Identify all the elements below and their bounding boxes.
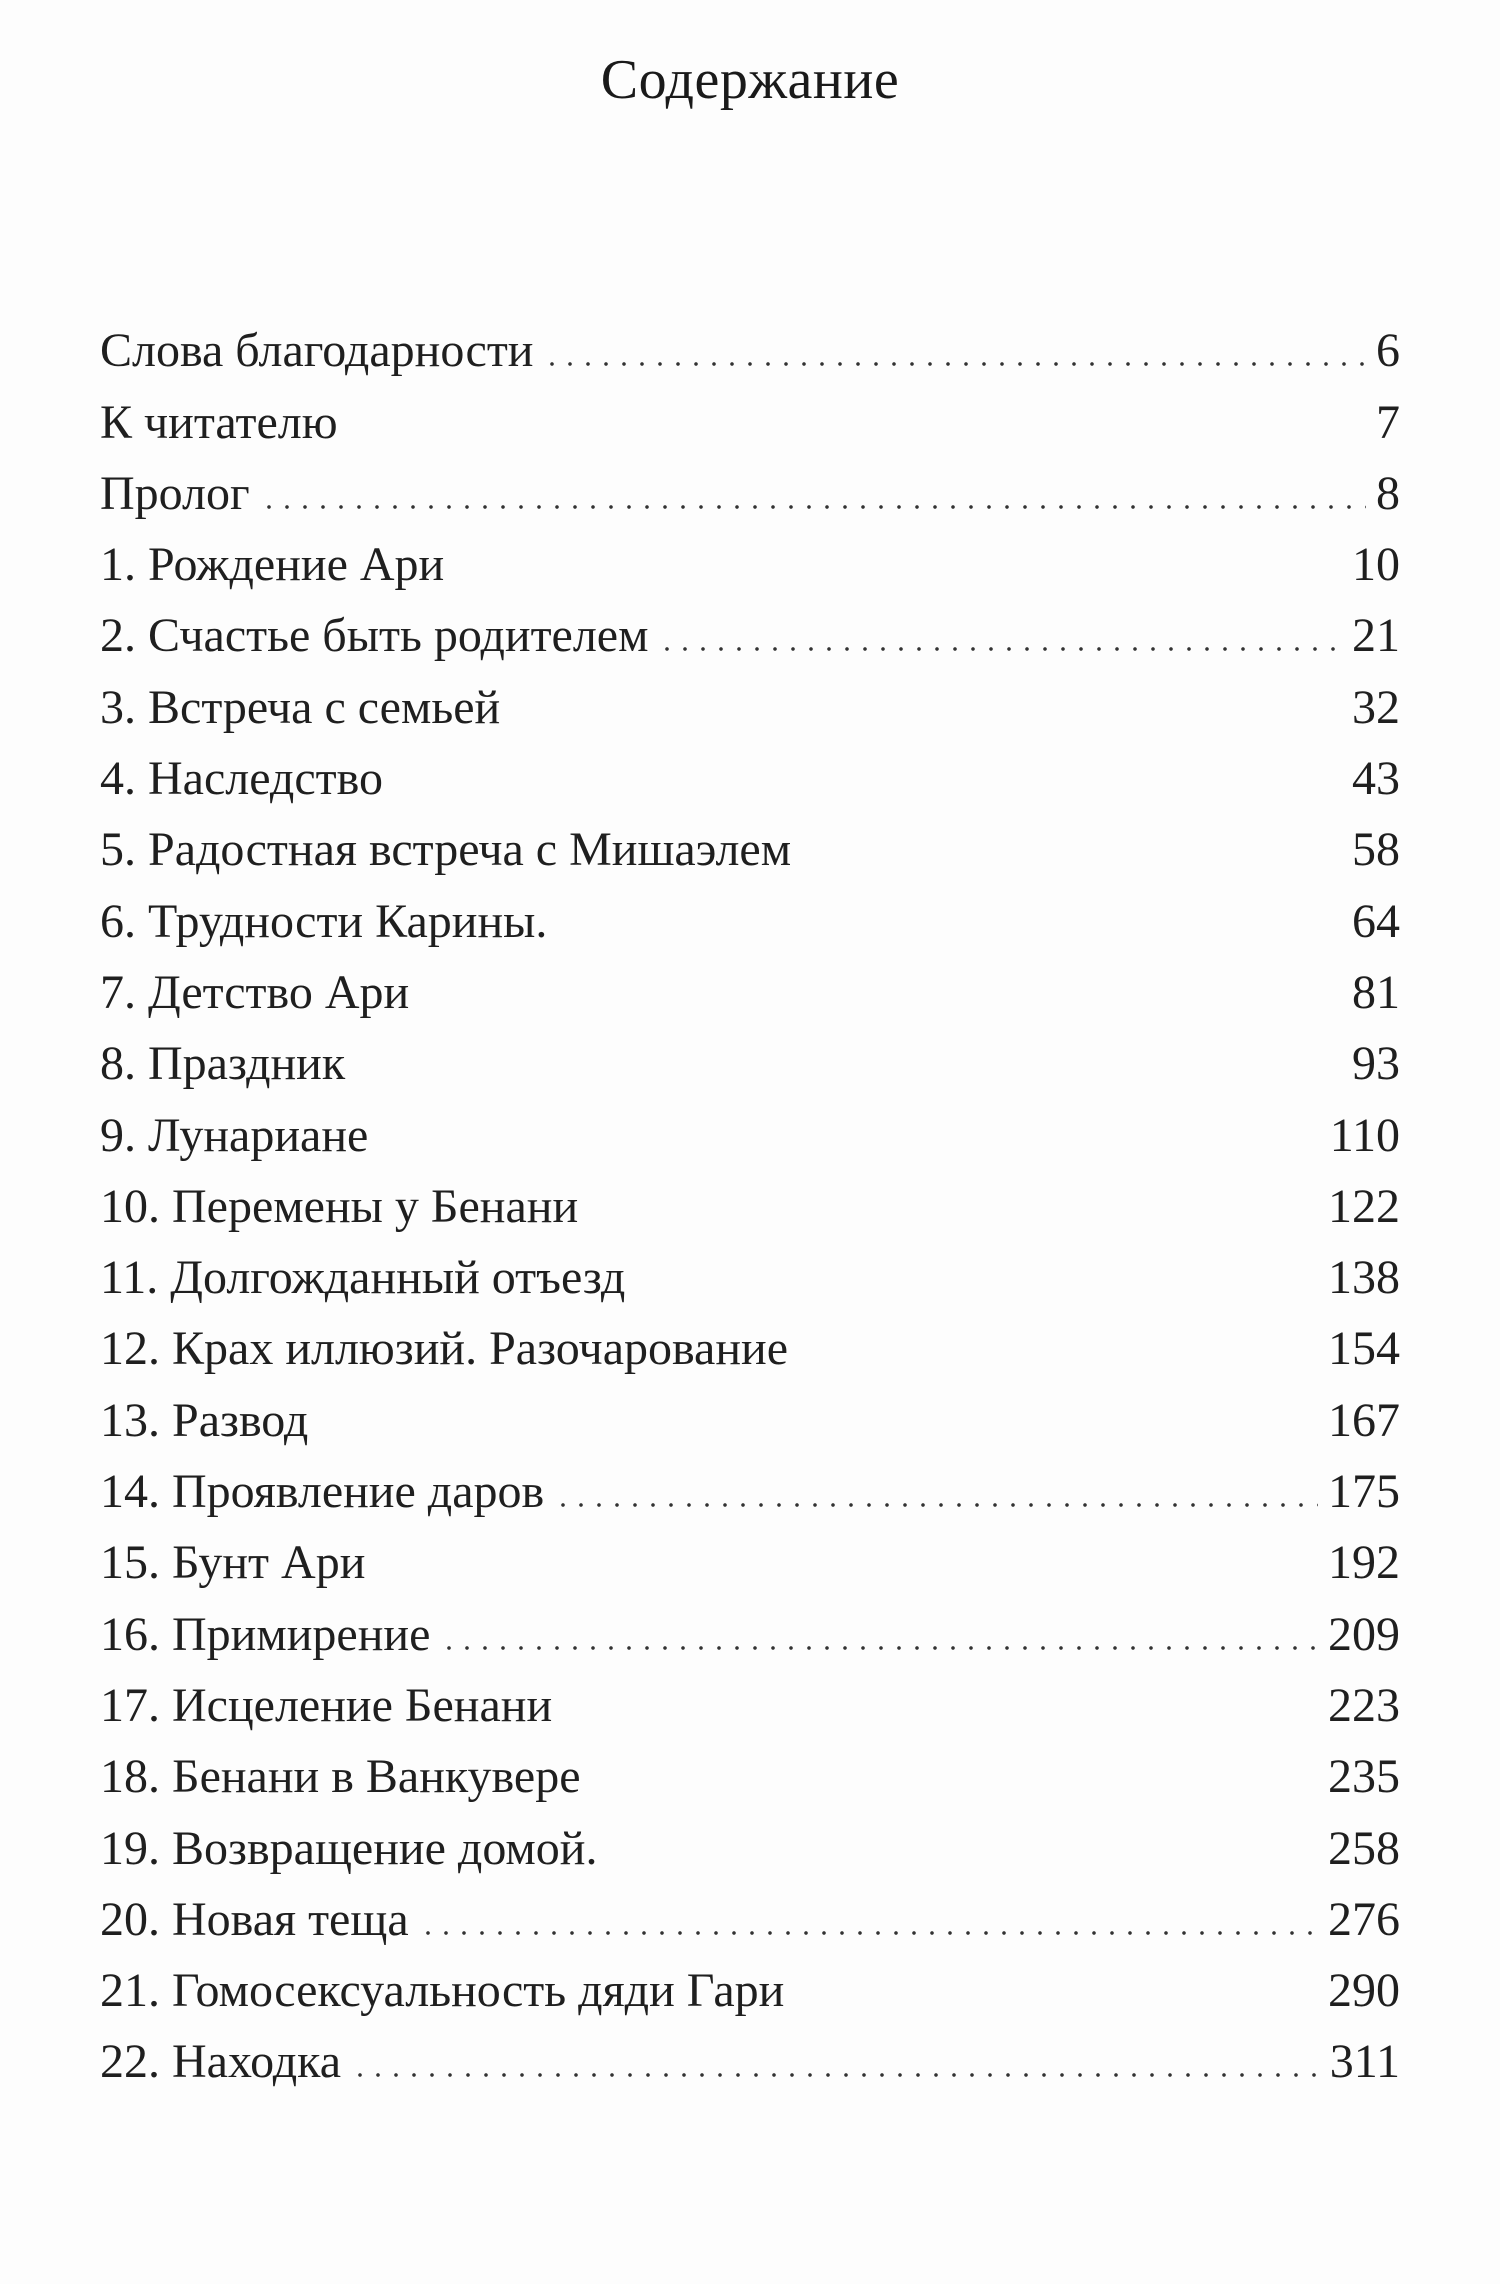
toc-entry (100, 809, 1400, 880)
toc-entry-page-number: 192 (1328, 1536, 1400, 1590)
toc-entry-title: 5. Радостная встреча с Мишаэлем (100, 826, 797, 874)
toc-entry-title: 14. Проявление даров (100, 1468, 550, 1516)
toc-entry-page-number: 43 (1352, 752, 1400, 806)
toc-entry-title: Слова благодарности (100, 327, 539, 375)
toc-entry-title: 15. Бунт Ари (100, 1539, 371, 1587)
toc-entry (100, 310, 1400, 381)
toc-entry-title: 16. Примирение (100, 1611, 436, 1659)
toc-entry-title: Пролог (100, 470, 256, 518)
toc-entry-page-number: 311 (1329, 2035, 1400, 2089)
toc-entry-page-number: 6 (1376, 324, 1400, 378)
toc-entry-title: 4. Наследство (100, 755, 389, 803)
toc-entry-title: 20. Новая теща (100, 1896, 415, 1944)
toc-entry (100, 1593, 1400, 1664)
toc-entry-title: 1. Рождение Ари (100, 541, 450, 589)
toc-entry-title: 7. Детство Ари (100, 969, 415, 1017)
toc-dot-leader (543, 362, 1366, 366)
toc-entry-page-number: 167 (1328, 1393, 1400, 1447)
toc-entry-page-number: 32 (1352, 680, 1400, 734)
toc-entry-page-number: 21 (1352, 609, 1400, 663)
toc-entry-title: 13. Развод (100, 1397, 314, 1445)
toc-entry-title: 2. Счастье быть родителем (100, 612, 654, 660)
table-of-contents (100, 310, 1400, 2092)
toc-entry-title: 19. Возвращение домой. (100, 1825, 603, 1873)
toc-entry-title: 21. Гомосексуальность дяди Гари (100, 1967, 790, 2015)
toc-entry-title: 12. Крах иллюзий. Разочарование (100, 1325, 794, 1373)
toc-entry-title: 9. Лунариане (100, 1112, 374, 1160)
toc-entry-title: К читателю (100, 399, 344, 447)
toc-dot-leader (260, 505, 1366, 509)
toc-entry-page-number: 276 (1328, 1892, 1400, 1946)
toc-entry-title: 10. Перемены у Бенани (100, 1183, 584, 1231)
toc-entry-page-number: 81 (1352, 965, 1400, 1019)
toc-entry-page-number: 7 (1376, 395, 1400, 449)
toc-entry (100, 666, 1400, 737)
toc-entry-page-number: 223 (1328, 1678, 1400, 1732)
toc-entry (100, 738, 1400, 809)
toc-entry-page-number: 10 (1352, 538, 1400, 592)
toc-entry-page-number: 209 (1328, 1607, 1400, 1661)
toc-entry-title: 18. Бенани в Ванкувере (100, 1753, 587, 1801)
toc-entry (100, 1950, 1400, 2021)
toc-dot-leader (554, 1503, 1318, 1507)
toc-dot-leader (419, 1931, 1318, 1935)
toc-entry-page-number: 93 (1352, 1037, 1400, 1091)
toc-entry (100, 1451, 1400, 1522)
toc-entry-title: 11. Долгожданный отъезд (100, 1254, 631, 1302)
toc-entry (100, 1522, 1400, 1593)
toc-entry (100, 1237, 1400, 1308)
toc-entry (100, 2021, 1400, 2092)
toc-entry-page-number: 175 (1328, 1465, 1400, 1519)
toc-entry-page-number: 154 (1328, 1322, 1400, 1376)
toc-entry (100, 1879, 1400, 1950)
toc-entry (100, 524, 1400, 595)
toc-entry-page-number: 138 (1328, 1251, 1400, 1305)
toc-entry (100, 595, 1400, 666)
toc-entry (100, 1023, 1400, 1094)
toc-dot-leader (658, 647, 1342, 651)
toc-entry-page-number: 235 (1328, 1750, 1400, 1804)
toc-entry-page-number: 258 (1328, 1821, 1400, 1875)
toc-entry-title: 6. Трудности Карины. (100, 898, 553, 946)
toc-entry (100, 1379, 1400, 1450)
toc-entry-title: 17. Исцеление Бенани (100, 1682, 558, 1730)
toc-entry (100, 1166, 1400, 1237)
toc-dot-leader (351, 2073, 1320, 2077)
toc-entry (100, 1736, 1400, 1807)
toc-entry (100, 880, 1400, 951)
toc-entry (100, 381, 1400, 452)
toc-entry-page-number: 110 (1329, 1108, 1400, 1162)
toc-dot-leader (440, 1646, 1318, 1650)
toc-entry-page-number: 290 (1328, 1964, 1400, 2018)
toc-entry (100, 952, 1400, 1023)
toc-entry (100, 1807, 1400, 1878)
toc-entry (100, 453, 1400, 524)
toc-entry-title: 8. Праздник (100, 1040, 351, 1088)
toc-entry (100, 1665, 1400, 1736)
toc-entry-title: 22. Находка (100, 2038, 347, 2086)
toc-entry (100, 1308, 1400, 1379)
toc-entry-title: 3. Встреча с семьей (100, 684, 506, 732)
toc-entry-page-number: 122 (1328, 1179, 1400, 1233)
toc-entry-page-number: 58 (1352, 823, 1400, 877)
toc-entry-page-number: 8 (1376, 466, 1400, 520)
page-title: Содержание (600, 49, 900, 111)
toc-entry (100, 1094, 1400, 1165)
toc-entry-page-number: 64 (1352, 894, 1400, 948)
